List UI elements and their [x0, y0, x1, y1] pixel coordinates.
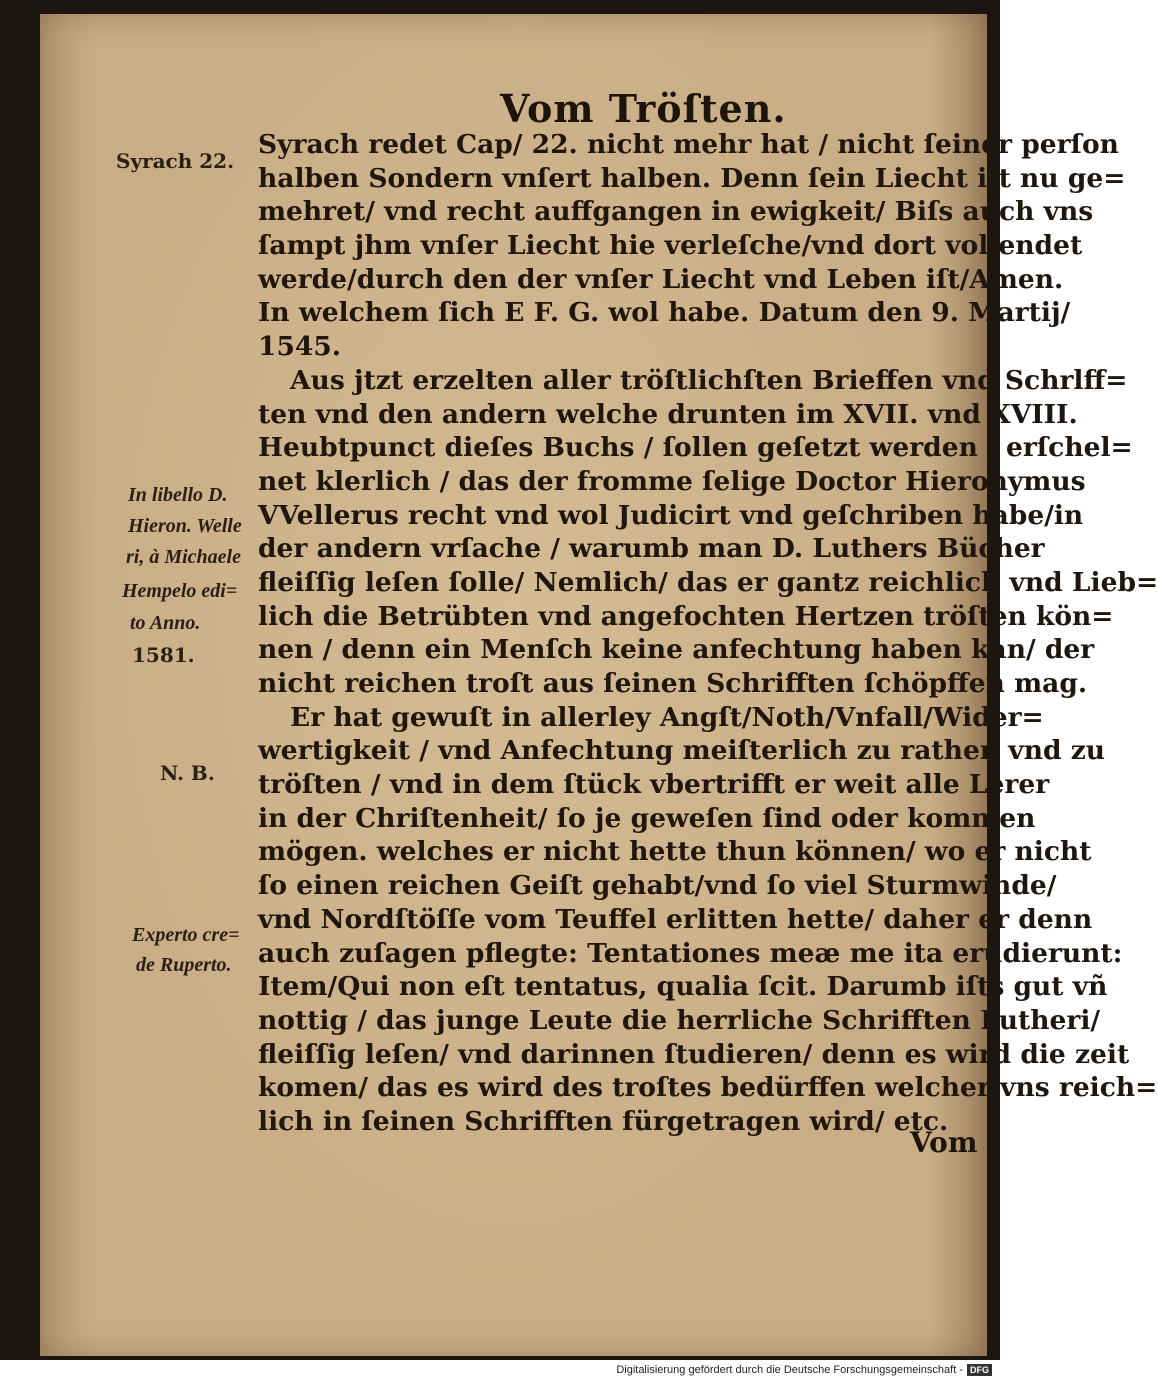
text-line: nen / denn ein Menſch keine anfechtung haben kan/ der: [258, 634, 1095, 666]
text-line: der andern vrſache / warumb man D. Luthers Bücher: [258, 533, 1045, 565]
text-line: VVellerus recht vnd wol Judicirt vnd geſchriben habe/in: [258, 499, 1084, 531]
text-line: auch zuſagen pflegte: Tentationes meæ me ita erudierunt:: [258, 937, 1123, 969]
marginal-note-syrach: Syrach 22.: [116, 149, 235, 173]
marginal-note-ruperto: de Ruperto.: [136, 954, 232, 976]
marginal-note-anno: to Anno.: [130, 612, 201, 634]
text-line: mehret/ vnd recht auffgangen in ewigkeit/ Biſs auch vns: [258, 196, 1094, 228]
marginal-note-hempelo: Hempelo edi=: [122, 580, 238, 602]
text-line: Syrach redet Cap/ 22. nicht mehr hat / nicht ſeiner perſon: [258, 129, 1119, 160]
text-line: In welchem ſich E F. G. wol habe. Datum den 9. Martij/: [258, 297, 1071, 329]
text-line: werde/durch den der vnſer Liecht vnd Leben iſt/Amen.: [258, 263, 1064, 295]
text-line: halben Sondern vnſert halben. Denn ſein Liecht iſt nu ge=: [258, 162, 1126, 194]
running-head: Vom Tröſten.: [500, 86, 787, 131]
text-line: lich die Betrübten vnd angefochten Hertzen tröſten kön=: [258, 600, 1114, 632]
text-line: in der Chriſtenheit/ ſo je geweſen ſind oder kommen: [258, 802, 1036, 834]
text-line: ſo einen reichen Geiſt gehabt/vnd ſo viel Sturmwinde/: [258, 870, 1057, 902]
text-line: net klerlich / das der fromme ſelige Doctor Hieronymus: [258, 465, 1086, 497]
marginal-note-year: 1581.: [132, 643, 195, 667]
text-line: fleiſſig leſen ſolle/ Nemlich/ das er gantz reichlich vnd Lieb=: [258, 566, 1158, 598]
marginal-note-nb: N. B.: [160, 761, 215, 785]
footer-text: Digitalisierung gefördert durch die Deutsche Forschungsgemeinschaft -: [616, 1364, 963, 1376]
text-line: mögen. welches er nicht hette thun können/ wo er nicht: [258, 836, 1092, 868]
text-line: fleiſſig leſen/ vnd darinnen ſtudieren/ denn es wird die zeit: [258, 1038, 1130, 1070]
footer-credit: [540, 1364, 992, 1384]
book-page: [40, 14, 1158, 1356]
marginal-note-experto: Experto cre=: [132, 924, 240, 946]
catchword: Vom: [910, 1126, 978, 1159]
text-line: Aus jtzt erzelten aller tröſtlichſten Brieffen vnd Schrlff=: [290, 364, 1128, 396]
body-text: [258, 128, 1158, 1139]
text-line: Item/Qui non eſt tentatus, qualia ſcit. Darumb iſts gut vñ: [258, 971, 1108, 1003]
text-line: ſampt jhm vnſer Liecht hie verleſche/vnd dort vollendet: [258, 230, 1083, 262]
text-line: lich in ſeinen Schrifften fürgetragen wird/ etc.: [258, 1105, 949, 1137]
text-line: nicht reichen troſt aus ſeinen Schrifften ſchöpffen mag.: [258, 668, 1088, 699]
text-line: Heubtpunct dieſes Buchs / ſollen geſetzt werden / erſchel=: [258, 432, 1133, 464]
marginal-note-libello: In libello D.: [128, 484, 228, 506]
text-line: tröſten / vnd in dem ſtück vbertrifft er weit alle Lerer: [258, 769, 1050, 801]
text-line: komen/ das es wird des troſtes bedürffen welcher vns reich=: [258, 1072, 1158, 1104]
text-line: wertigkeit / vnd Anfechtung meiſterlich zu rathen vnd zu: [258, 735, 1106, 767]
text-line: Er hat gewuſt in allerley Angſt/Noth/Vnfall/Wider=: [290, 701, 1044, 733]
text-line: ten vnd den andern welche drunten im XVII. vnd XVIII.: [258, 398, 1078, 430]
text-line: 1545.: [258, 331, 341, 363]
text-line: nottig / das junge Leute die herrliche Schrifften Lutheri/: [258, 1004, 1101, 1036]
marginal-note-hieron: Hieron. Welle: [128, 515, 242, 537]
text-line: vnd Nordſtöſſe vom Teuffel erlitten hette/ daher er denn: [258, 903, 1093, 935]
marginal-note-michaele: ri, à Michaele: [126, 546, 241, 568]
dfg-logo-icon: DFG: [967, 1364, 992, 1376]
